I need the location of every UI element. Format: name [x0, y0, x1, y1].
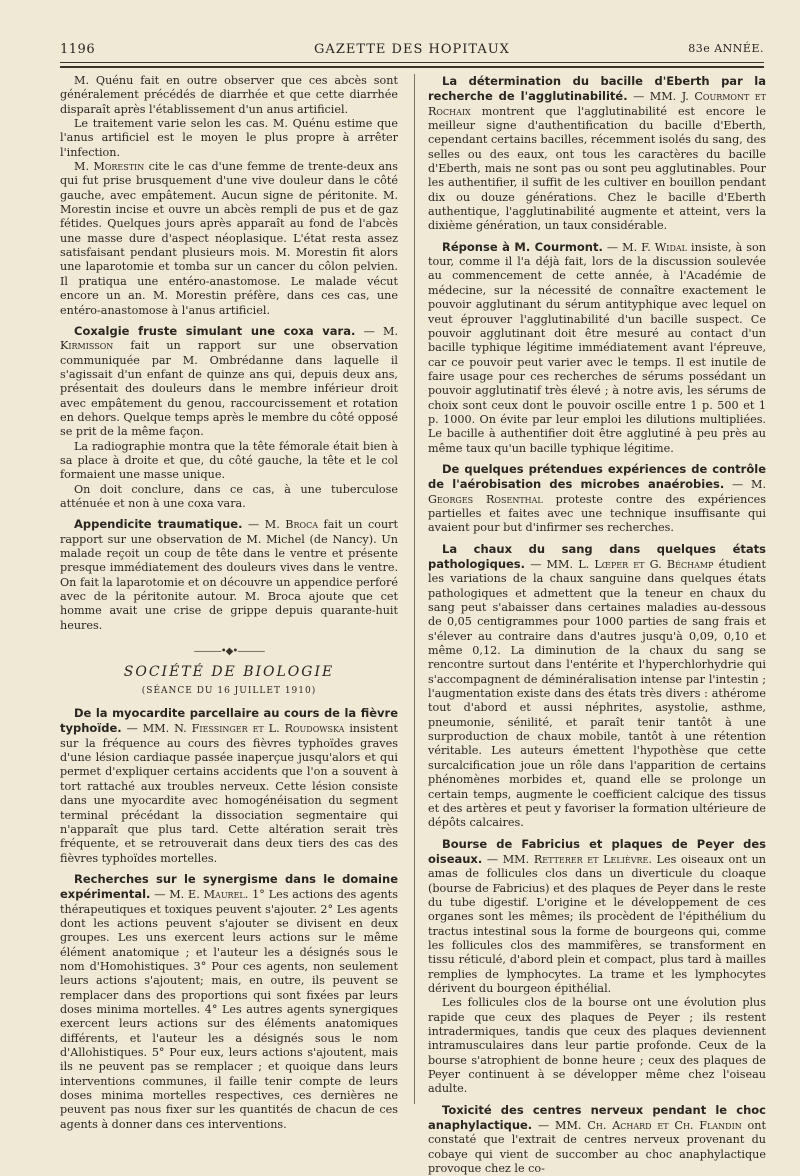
author-name: — MM. L. Lœper et G. Béchamp [525, 558, 714, 571]
section-paragraph [60, 517, 398, 633]
author-name: — M. Kirmisson [60, 324, 398, 353]
header-rule-thick [60, 66, 764, 68]
section-heading: De quelques prétendues expériences de contrôle de l'aérobisation des microbes anaérobies. [428, 461, 766, 492]
section-heading: Réponse à M. Courmont. [442, 239, 603, 254]
journal-title: GAZETTE DES HOPITAUX [314, 42, 510, 57]
author-name: — M. Broca [242, 518, 319, 532]
page-number: 1196 [60, 42, 96, 57]
page-header [60, 40, 764, 62]
header-rule-thin [60, 62, 764, 63]
author-name: — MM. J. Courmont et Rochaix [428, 90, 766, 118]
author-name: — MM. Retterer et Lelièvre. [482, 852, 652, 866]
section-paragraph [428, 240, 766, 456]
author-name: — M. Georges Rosenthal [428, 478, 766, 506]
paragraph-text: insistent sur la fréquence au cours des fièvres typhoïdes graves d'une lésion cardiaque passée inaperçue jusqu'alors et qui permet d'expliquer certains accidents que l'on a souvent à tort rattaché aux troubles nerveux. Cette lésion consiste dans une myocardite avec homogénéisation du segment terminal précédant la dissociation segmentaire qui n'apparaît que plus tard. Cette altération serait très fréquente, et se retrouverait dans deux tiers des cas des fièvres typhoïdes mortelles. [60, 722, 398, 865]
paragraph-text: 1° Les actions des agents thérapeutiques et toxiques peuvent s'ajouter. 2° Les agents dont les actions peuvent s'ajouter se divisent en deux groupes. Les uns exercent leurs actions sur le même élément anatomique ; et l'auteur les a désignés sous le nom d'Homohistiques. 3° Pour ces agents, non seulement leurs actions s'ajoutent; mais, en outre, ils peuvent se remplacer dans des proportions qui sont fixées par leurs doses minima mortelles. 4° Les autres agents synergiques exercent leurs actions sur des éléments anatomiques différents, et l'auteur les a désignés sous le nom d'Allohistiques. 5° Pour eux, leurs actions s'ajoutent, mais ils ne peuvent pas se remplacer ; et quoique dans leurs interventions communes, il faille tenir compte de leurs doses minima mortelles respectives, ces dernières ne peuvent pas nous fixer sur les quantités de chacun de ces agents à donner dans ces interventions. [60, 888, 398, 1131]
section-paragraph [60, 872, 398, 1132]
paragraph: La radiographie montra que la tête fémorale était bien à sa place à droite et que, du côté gauche, la tête et le col formaient une masse unique. [60, 439, 398, 482]
paragraph: M. Quénu fait en outre observer que ces abcès sont généralement précédés de diarrhée et que cette diarrhée disparaît après l'établissement d'un anus artificiel. [60, 74, 398, 116]
section-paragraph [428, 74, 766, 234]
section-paragraph [428, 837, 766, 997]
section-heading: Recherches sur le synergisme dans le domaine expérimental. [60, 871, 398, 902]
section-heading: Toxicité des centres nerveux pendant le choc anaphylactique. [428, 1102, 766, 1133]
author-name: M. Morestin [74, 160, 145, 174]
section-heading: Coxalgie fruste simulant une coxa vara. [74, 323, 356, 338]
section-paragraph [428, 462, 766, 536]
right-column [428, 74, 766, 1176]
paragraph-text: proteste contre des expériences partielles et faites avec une technique insuffisante qui avaient pour but d'infirmer ses recherches. [428, 492, 766, 535]
author-name: — MM. Ch. Achard et Ch. Flandin [532, 1119, 742, 1133]
society-title: SOCIÉTÉ DE BIOLOGIE [123, 664, 335, 681]
year-label: 83e ANNÉE. [688, 42, 764, 55]
paragraph-text: fait un rapport sur une observation communiquée par M. Ombrédanne dans laquelle il s'agissait d'un enfant de quinze ans qui, depuis deux ans, présentait des douleurs dans le membre inférieur droit avec empâtement du genou, raccourcissement et rotation en dehors. Quelque temps après le membre du côté opposé se prit de la même façon. [60, 339, 398, 439]
paragraph: Les follicules clos de la bourse ont une évolution plus rapide que ceux des plaques de Peyer ; ils restent intradermiques, tandis que ceux des plaques deviennent intramusculaires dans leur partie profonde. Ceux de la bourse s'atrophient de bonne heure ; ceux des plaques de Peyer continuent à se développer même chez l'oiseau adulte. [428, 996, 766, 1096]
paragraph: On doit conclure, dans ce cas, à une tuberculose atténuée et non à une coxa vara. [60, 482, 398, 510]
paragraph-text: insiste, à son tour, comme il l'a déjà fait, lors de la discussion soulevée au commencement de cette année, à l'Académie de médecine, sur la nécessité de connaître exactement le pouvoir agglutinant du sérum antityphique avec lequel on veut éprouver l'agglutinabilité d'un bacille suspect. Ce pouvoir agglutinant doit être mesuré au contact d'un bacille typhique légitime immédiatement avant l'épreuve, car ce pouvoir peut varier avec le temps. Il est inutile de faire usage pour ces recherches de sérums possédant un pouvoir agglutinatif très élevé ; à notre avis, les sérums de choix sont ceux dont le pouvoir oscille entre 1 p. 500 et 1 p. 1000. On évite par leur emploi les dilutions multipliées. Le bacille à authentifier doit être agglutiné à peu près au même taux qu'un bacille typhique légitime. [428, 240, 766, 455]
section-paragraph [428, 542, 766, 831]
paragraph-text: Les oiseaux ont un amas de follicules clos dans un diverticule du cloaque (bourse de Fabricius) et des plaques de Peyer dans le reste du tube digestif. L'origine et le développement de ces organes sont les mêmes; ils procèdent de l'épithélium du tractus intestinal sous la forme de bourgeons qui, comme les follicules clos des mammifères, se transforment en tissu réticulé, d'abord plein et compact, plus tard à mailles remplies de lymphocytes. La trame et les lymphocytes dérivent du bourgeon épithélial. [428, 852, 766, 995]
ornament-divider: ———•◆•——— [193, 646, 265, 658]
paragraph-text: montrent que l'agglutinabilité est encore le meilleur signe d'authentification du bacille d'Eberth, cependant certains bacilles, récemment isolés du sang, des selles ou des eaux, ont tous les caractères du bacille d'Eberth, mais ne sont pas ou sont peu agglutinables. Pour les authentifier, il suffit de les cultiver en bouillon pendant dix ou douze générations. Chez le bacille d'Eberth authentique, l'agglutinabilité augmente et atteint, vers la dixième génération, un taux considérable. [428, 104, 766, 233]
section-paragraph [60, 706, 398, 866]
section-paragraph [60, 324, 398, 440]
paragraph [60, 160, 398, 318]
section-heading: Bourse de Fabricius et plaques de Peyer des oiseaux. [428, 836, 766, 866]
paragraph-text: cite le cas d'une femme de trente-deux ans qui fut prise brusquement d'une vive douleur dans le côté gauche, avec empâtement. Aucun signe de péritonite. M. Morestin incise et ouvre un abcès rempli de pus et de gaz fétides. Quelques jours après apparaît au fond de l'abcès une masse dure d'aspect néoplasique. L'état resta assez satisfaisant pendant plusieurs mois. M. Morestin fit alors une laparotomie et tomba sur un cancer du côlon pelvien. Il pratiqua une entéro-anastomose. Le malade vécut encore un an. M. Morestin préfère, dans ces cas, une entéro-anastomose à l'anus artificiel. [60, 160, 398, 317]
paragraph: Le traitement varie selon les cas. M. Quénu estime que l'anus artificiel est le moyen le plus propre à arrêter l'infection. [60, 117, 398, 159]
column-divider [414, 74, 415, 1104]
section-paragraph [428, 1103, 766, 1176]
section-heading: La chaux du sang dans quelques états pathologiques. [428, 541, 766, 571]
section-heading: La détermination du bacille d'Eberth par la recherche de l'agglutinabilité. [428, 74, 766, 104]
author-name: — MM. N. Fiessinger et L. Roudowska [121, 722, 345, 736]
author-name: — M. F. Widal [602, 240, 687, 254]
section-heading: Appendicite traumatique. [74, 517, 243, 532]
session-date: (SÉANCE DU 16 JUILLET 1910) [141, 685, 317, 696]
paragraph-text: ont constaté que l'extrait de centres nerveux provenant du cobaye qui vient de succomber au choc anaphylactique provoque chez le co- [428, 1119, 766, 1176]
left-column [60, 74, 398, 1132]
paragraph-text: fait un court rapport sur une observation de M. Michel (de Nancy). Un malade reçoit un coup de tête dans le ventre et présente presque immédiatement des douleurs vives dans le ventre. On fait la laparotomie et on découvre un appendice perforé avec de la péritonite autour. M. Broca ajoute que cet homme avait une crise de grippe depuis quarante-huit heures. [60, 518, 398, 632]
author-name: — M. E. Maurel. [150, 888, 249, 902]
section-heading: De la myocardite parcellaire au cours de la fièvre typhoïde. [60, 706, 398, 736]
paragraph-text: étudient les variations de la chaux sanguine dans quelques états pathologiques et admettent que la teneur en chaux du sang peut s'abaisser dans certaines maladies au-dessous de 0,05 centigrammes pour 1000 parties de sang frais et s'élever au contraire dans d'autres jusqu'à 0,09, 0,10 et même 0,12. La diminution de la chaux du sang se rencontre surtout dans l'entérite et l'hyperchlorhydrie qui s'accompagnent de déminéralisation intense par l'intestin ; l'augmentation existe dans des états très divers : athérome tout d'abord et aussi néphrites, asystolie, asthme, pneumonie, sénilité, et paraît tenir tantôt à une surproduction de chaux mobile, tantôt à une rétention véritable. Les auteurs émettent l'hypothèse que cette surcalcification joue un rôle dans l'apparition de certains phénomènes morbides et, quand elle se prolonge un certain temps, augmente le coefficient calcique des tissus et des artères et peut y favoriser la formation ultérieure de dépôts calcaires. [428, 558, 766, 830]
